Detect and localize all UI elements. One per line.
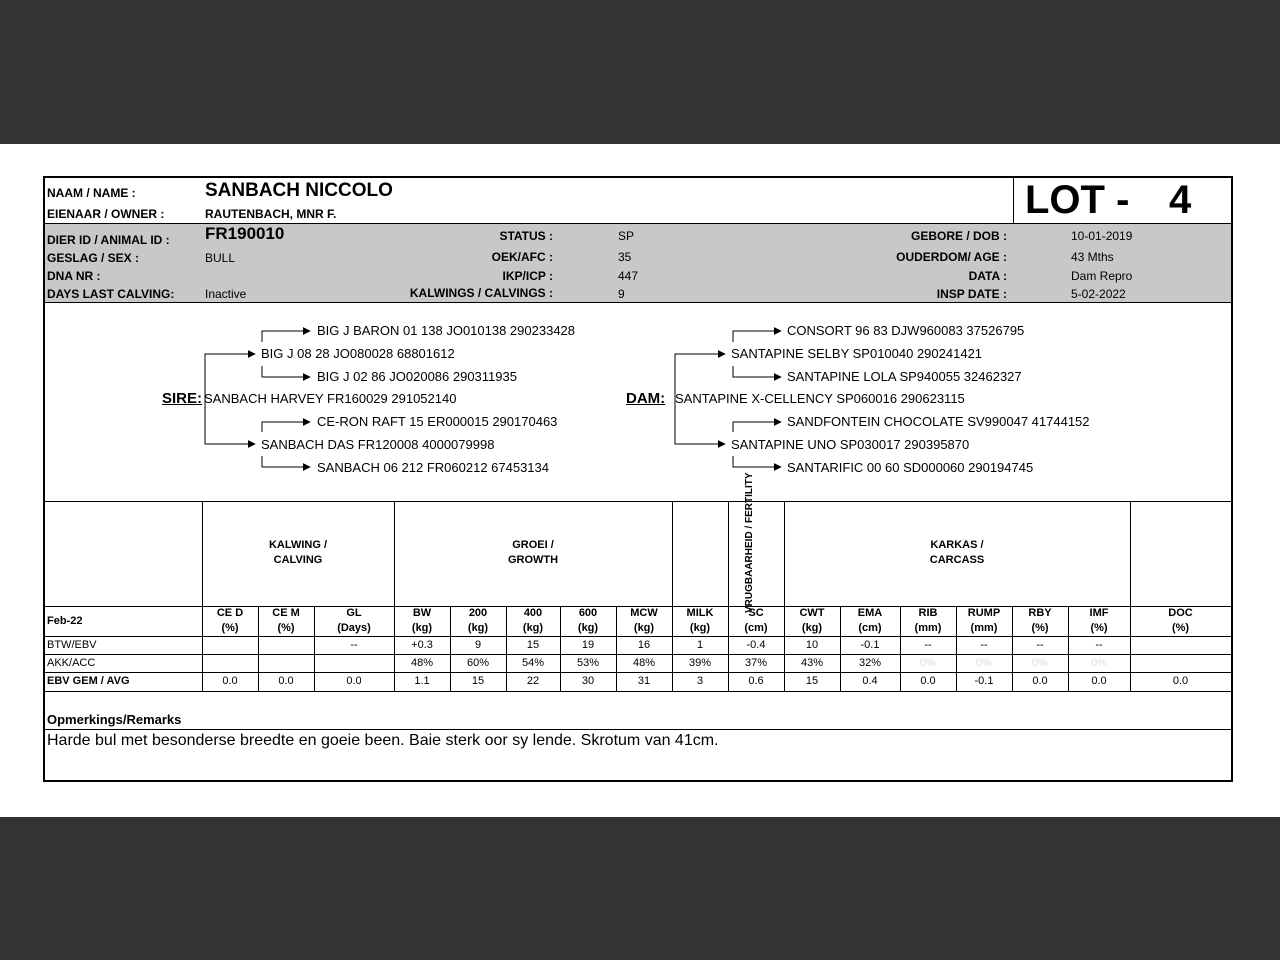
column-unit: (%) [221,622,239,634]
table-cell: 0.4 [862,675,878,687]
animal-name: SANBACH NICCOLO [205,180,393,201]
table-cell: 22 [526,675,540,687]
dam-dam-dam: SANTARIFIC 00 60 SD000060 290194745 [787,460,1034,475]
column-header-mcw [616,606,672,636]
table-cell: 0.0 [1172,675,1189,687]
table-cell: 0% [920,657,936,669]
row-label-acc: AKK/ACC [47,657,96,669]
divider [45,691,1231,692]
age-value: 43 Mths [1071,250,1114,264]
column-header-ema [840,606,900,636]
lot-divider [1013,178,1014,224]
animal-id-value: FR190010 [205,224,285,243]
table-cell: 19 [581,639,595,651]
carcass-group-line1: KARKAS / [930,539,984,551]
table-cell: 0.6 [748,675,764,687]
sire-label: SIRE: [162,390,203,407]
icp-label: IKP/ICP : [502,269,553,283]
table-cell: 48% [632,657,656,669]
table-cell: 0.0 [346,675,362,687]
identity-section [45,224,1231,302]
table-cell: 53% [576,657,600,669]
fertility-group: VRUGBAARHEID / FERTILITY [744,472,755,613]
lot-card [43,176,1233,782]
table-cell: 10 [805,639,819,651]
column-header-200 [450,606,506,636]
sire-dam-dam: SANBACH 06 212 FR060212 67453134 [317,460,549,475]
lot-label: LOT - [1025,178,1130,222]
column-header-rump [956,606,1012,636]
column-header-cwt [784,606,840,636]
table-cell: -0.4 [746,639,766,651]
table-cell: -0.1 [974,675,994,687]
column-header-gl [314,606,394,636]
table-cell: 0.0 [222,675,238,687]
dam-dam-sire: SANDFONTEIN CHOCOLATE SV990047 41744152 [787,414,1090,429]
table-cell: 0.0 [920,675,936,687]
afc-value: 35 [618,250,632,264]
lot-number: 4 [1169,178,1192,222]
column-unit: (mm) [914,622,942,634]
divider [45,302,1231,303]
afc-label: OEK/AFC : [491,250,553,264]
table-cell: 3 [696,675,704,687]
data-value: Dam Repro [1071,269,1133,283]
table-cell: 1 [696,639,704,651]
column-code: RUMP [967,607,1001,619]
table-cell: -- [980,639,988,651]
calving-group-line1: KALWING / [268,539,328,551]
column-code: 400 [523,607,543,619]
table-cell: 0% [976,657,992,669]
dam-sire: SANTAPINE SELBY SP010040 290241421 [731,346,983,361]
column-code: 600 [578,607,598,619]
column-header-sc [728,606,784,636]
table-cell: 15 [805,675,819,687]
growth-group-line1: GROEI / [512,539,554,551]
table-cell: -- [350,639,358,651]
table-cell: 30 [581,675,595,687]
calving-group [202,538,394,568]
column-code: RIB [918,607,938,619]
table-cell: 43% [800,657,824,669]
column-unit: (%) [1171,622,1190,634]
table-cell: -- [1036,639,1044,651]
period-label: Feb-22 [47,615,83,627]
table-cell: 37% [744,657,768,669]
remarks-label: Opmerkings/Remarks [47,712,182,727]
table-cell: 31 [637,675,651,687]
carcass-group [784,538,1130,568]
table-cell: 0% [1032,657,1048,669]
column-code: EMA [857,607,883,619]
table-cell: 60% [466,657,490,669]
column-code: GL [346,607,362,619]
column-code: MILK [686,607,714,619]
table-cell: 1.1 [414,675,430,687]
icp-value: 447 [618,269,639,283]
column-unit: (kg) [633,622,655,634]
page-background [0,144,1280,817]
row-label-avg: EBV GEM / AVG [47,675,130,687]
table-cell: -- [924,639,932,651]
status-label: STATUS : [499,229,553,243]
carcass-group-line2: CARCASS [929,554,985,566]
days-value: Inactive [205,287,247,301]
dna-label: DNA NR : [47,269,101,283]
calvings-value: 9 [618,287,625,301]
sire-sire: BIG J 08 28 JO080028 68801612 [261,346,455,361]
growth-group [394,538,672,568]
owner-label: EIENAAR / OWNER : [47,207,165,221]
column-header-ce-d [202,606,258,636]
table-cell: 0.0 [1091,675,1107,687]
column-code: BW [412,607,432,619]
column-header-milk [672,606,728,636]
table-cell: 9 [474,639,482,651]
column-header-ce-m [258,606,314,636]
animal-id-label: DIER ID / ANIMAL ID : [47,233,170,247]
column-unit: (kg) [467,622,489,634]
divider [45,729,1231,730]
table-cell: -0.1 [860,639,880,651]
column-code: 200 [468,607,488,619]
column-unit: (%) [277,622,295,634]
table-cell: 0.0 [278,675,294,687]
column-unit: (cm) [858,622,882,634]
column-unit: (kg) [577,622,599,634]
days-label: DAYS LAST CALVING: [47,287,175,301]
row-label-ebv: BTW/EBV [47,639,97,651]
dob-label: GEBORE / DOB : [910,229,1007,243]
table-cell: 39% [688,657,712,669]
column-header-bw [394,606,450,636]
column-unit: (kg) [522,622,544,634]
column-header-400 [506,606,560,636]
table-cell: 48% [410,657,434,669]
sire-sire-dam: BIG J 02 86 JO020086 290311935 [317,369,517,384]
column-code: IMF [1089,607,1109,619]
dam-dam: SANTAPINE UNO SP030017 290395870 [731,437,970,452]
sex-value: BULL [205,251,236,265]
table-cell: -- [1095,639,1103,651]
table-cell: 54% [521,657,545,669]
table-cell: 15 [471,675,485,687]
column-unit: (kg) [689,622,711,634]
dob-value: 10-01-2019 [1071,229,1133,243]
table-cell: 0.0 [1032,675,1048,687]
column-header-rib [900,606,956,636]
table-cell: 32% [858,657,882,669]
calving-group-line2: CALVING [273,554,323,566]
column-unit: (%) [1090,622,1108,634]
dam-label: DAM: [626,390,666,407]
table-cell: +0.3 [411,639,433,651]
sire-dam-sire: CE-RON RAFT 15 ER000015 290170463 [317,414,558,429]
column-code: SC [748,607,764,619]
column-unit: (kg) [801,622,823,634]
table-cell: 15 [526,639,540,651]
column-unit: (mm) [970,622,998,634]
column-header-doc [1130,606,1231,636]
table-cell: 0% [1091,657,1107,669]
column-header-imf [1068,606,1130,636]
column-code: CE M [272,607,300,619]
dam-sire-sire: CONSORT 96 83 DJW960083 37526795 [787,323,1025,338]
dam-sire-dam: SANTAPINE LOLA SP940055 32462327 [787,369,1022,384]
age-label: OUDERDOM/ AGE : [896,250,1007,264]
column-code: CE D [216,607,244,619]
sire-dam: SANBACH DAS FR120008 4000079998 [261,437,495,452]
ebv-table [45,472,1231,692]
column-code: MCW [630,607,658,619]
column-code: CWT [799,607,825,619]
column-unit: (kg) [411,622,433,634]
sire-sire-sire: BIG J BARON 01 138 JO010138 290233428 [317,323,576,338]
table-cell: 16 [637,639,651,651]
column-unit: (Days) [337,622,371,634]
insp-label: INSP DATE : [936,287,1007,301]
data-label: DATA : [968,269,1007,283]
name-label: NAAM / NAME : [47,186,136,200]
column-code: RBY [1028,607,1052,619]
column-header-rby [1012,606,1068,636]
column-unit: (%) [1031,622,1049,634]
calvings-label: KALWINGS / CALVINGS : [409,286,553,300]
dam-name: SANTAPINE X-CELLENCY SP060016 290623115 [675,391,965,406]
column-unit: (cm) [744,622,768,634]
column-header-600 [560,606,616,636]
remarks-text: Harde bul met besonderse breedte en goeie been. Baie sterk oor sy lende. Skrotum van 41cm. [47,732,719,749]
growth-group-line2: GROWTH [507,554,559,566]
column-code: DOC [1168,607,1193,619]
sire-name: SANBACH HARVEY FR160029 291052140 [204,391,457,406]
insp-value: 5-02-2022 [1071,287,1126,301]
status-value: SP [618,229,635,243]
sex-label: GESLAG / SEX : [47,251,140,265]
owner-value: RAUTENBACH, MNR F. [205,207,337,221]
